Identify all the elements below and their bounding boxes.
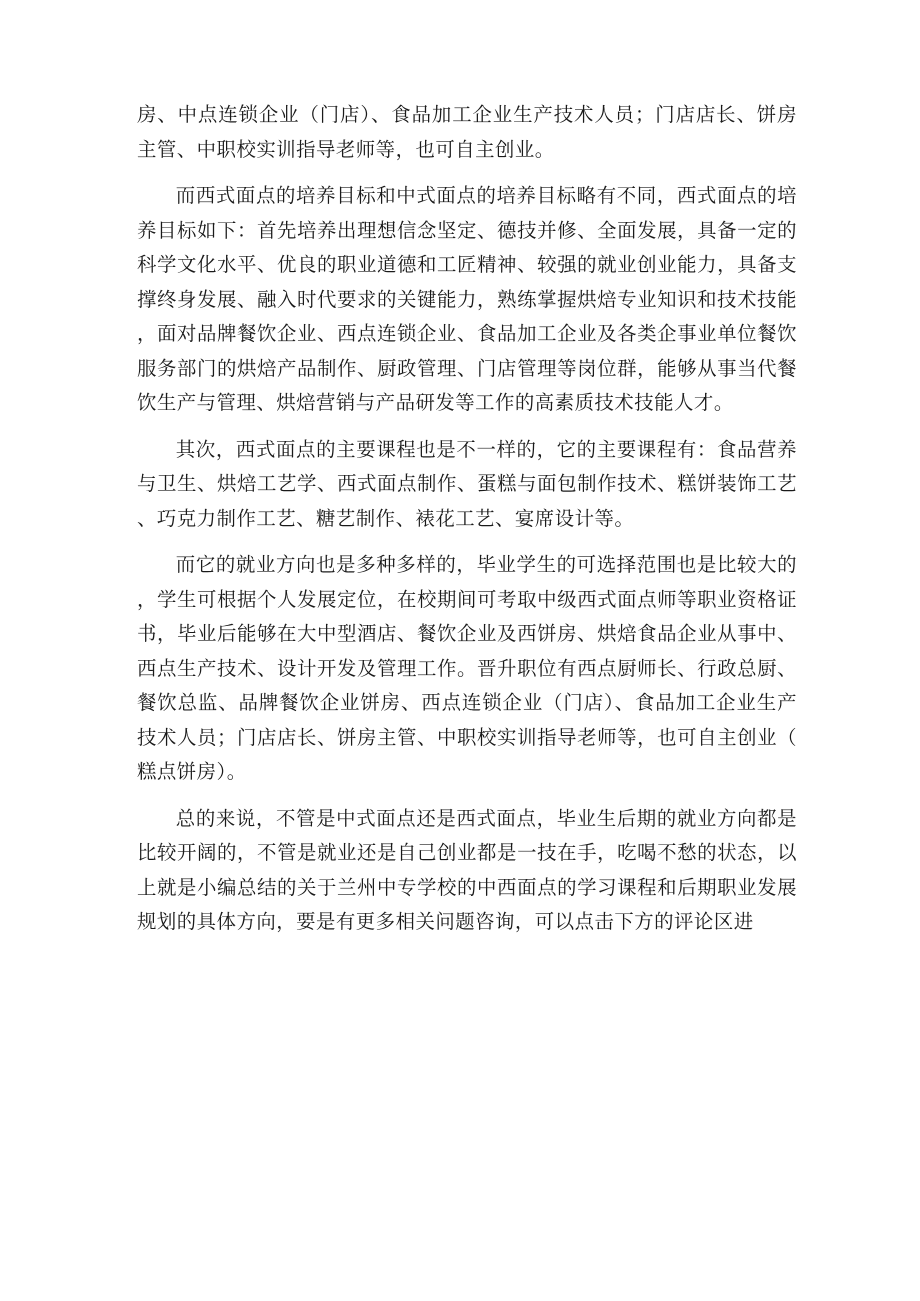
- paragraph-main-courses: 其次，西式面点的主要课程也是不一样的，它的主要课程有：食品营养与卫生、烘焙工艺学、西式面点制作、蛋糕与面包制作技术、糕饼装饰工艺、巧克力制作工艺、糖艺制作、裱花工艺、宴席设计等。: [137, 437, 797, 530]
- paragraph-employment-direction: 而它的就业方向也是多种多样的，毕业学生的可选择范围也是比较大的，学生可根据个人发展定位，在校期间可考取中级西式面点师等职业资格证书，毕业后能够在大中型酒店、餐饮企业及西饼房、烘焙食品企业从事中、西点生产技术、设计开发及管理工作。晋升职位有西点厨师长、行政总厨、餐饮总监、品牌餐饮企业饼房、西点连锁企业（门店）、食品加工企业生产技术人员；门店店长、饼房主管、中职校实训指导老师等，也可自主创业（糕点饼房）。: [137, 553, 797, 783]
- paragraph-summary: 总的来说，不管是中式面点还是西式面点，毕业生后期的就业方向都是比较开阔的，不管是就业还是自己创业都是一技在手，吃喝不愁的状态，以上就是小编总结的关于兰州中专学校的中西面点的学习课程和后期职业发展规划的具体方向，要是有更多相关问题咨询，可以点击下方的评论区进: [137, 806, 797, 933]
- document-body: [137, 98, 797, 940]
- paragraph-western-pastry-goals: 而西式面点的培养目标和中式面点的培养目标略有不同，西式面点的培养目标如下：首先培养出理想信念坚定、德技并修、全面发展，具备一定的科学文化水平、优良的职业道德和工匠精神、较强的就业创业能力，具备支撑终身发展、融入时代要求的关键能力，熟练掌握烘焙专业知识和技术技能，面对品牌餐饮企业、西点连锁企业、食品加工企业及各类企事业单位餐饮服务部门的烘焙产品制作、厨政管理、门店管理等岗位群，能够从事当代餐饮生产与管理、烘焙营销与产品研发等工作的高素质技术技能人才。: [137, 184, 797, 414]
- paragraph-continuation: 房、中点连锁企业（门店）、食品加工企业生产技术人员；门店店长、饼房主管、中职校实训指导老师等，也可自主创业。: [137, 103, 797, 161]
